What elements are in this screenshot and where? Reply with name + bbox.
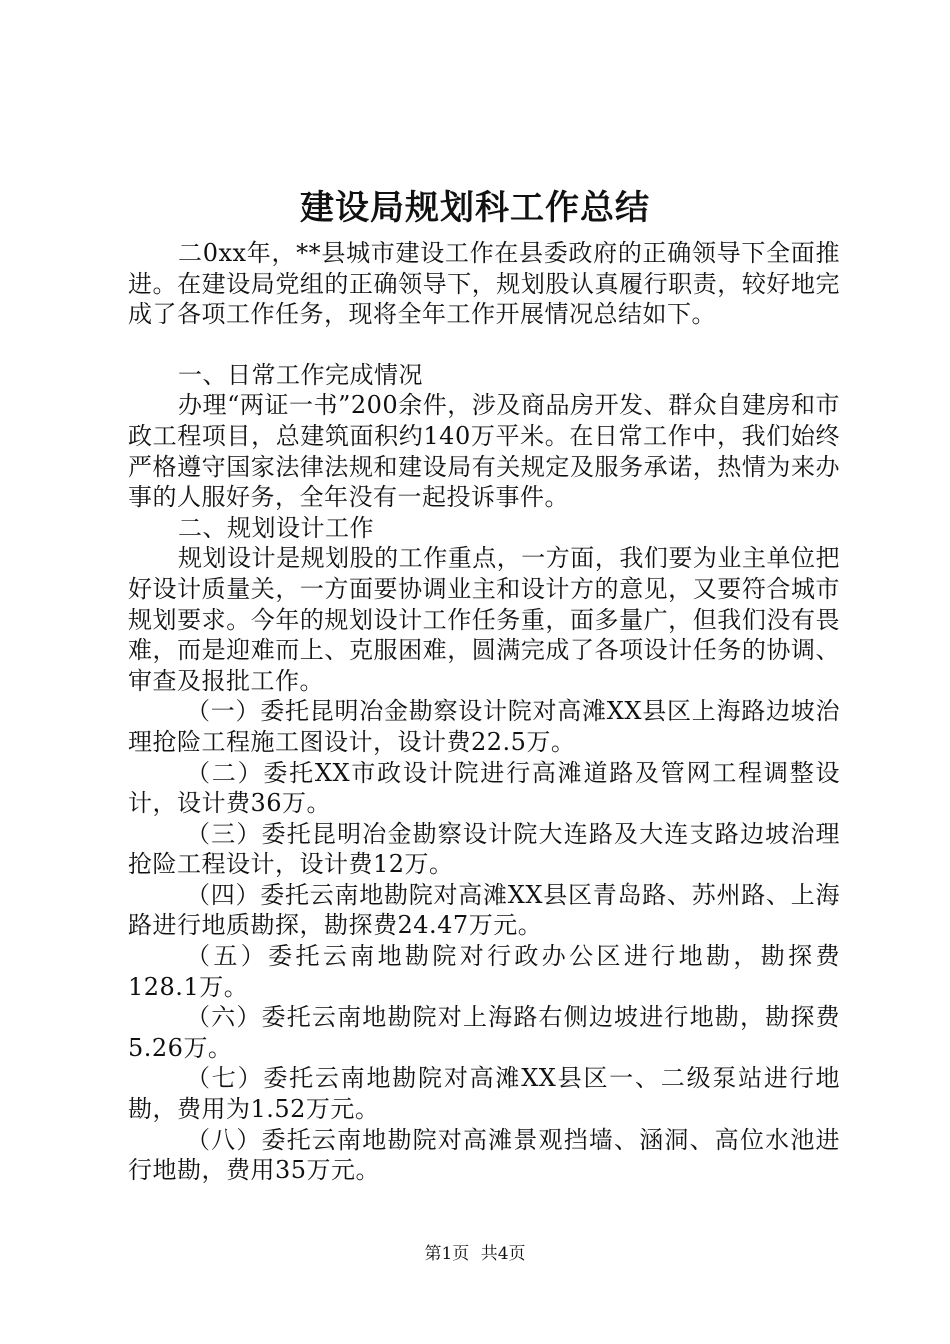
list-item: （一）委托昆明冶金勘察设计院对高滩XX县区上海路边坡治理抢险工程施工图设计，设计费22.5万。 [128, 697, 840, 756]
daily-work-paragraph: 办理“两证一书”200余件，涉及商品房开发、群众自建房和市政工程项目，总建筑面积约140万平米。在日常工作中，我们始终严格遵守国家法律法规和建设局有关规定及服务承诺，热情为来办事的人服好务，全年没有一起投诉事件。 [128, 391, 840, 512]
page-footer [0, 1242, 950, 1266]
page-number: 第1页 [424, 1244, 470, 1264]
planning-design-paragraph: 规划设计是规划股的工作重点，一方面，我们要为业主单位把好设计质量关，一方面要协调业主和设计方的意见，又要符合城市规划要求。今年的规划设计工作任务重，面多量广，但我们没有畏难，而是迎难而上、克服困难，圆满完成了各项设计任务的协调、审查及报批工作。 [128, 544, 840, 695]
intro-paragraph: 二0xx年，**县城市建设工作在县委政府的正确领导下全面推进。在建设局党组的正确领导下，规划股认真履行职责，较好地完成了各项工作任务，现将全年工作开展情况总结如下。 [128, 239, 840, 329]
list-item: （三）委托昆明冶金勘察设计院大连路及大连支路边坡治理抢险工程设计，设计费12万。 [128, 819, 840, 879]
list-item: （二）委托XX市政设计院进行高滩道路及管网工程调整设计，设计费36万。 [128, 758, 840, 818]
page-total: 共4页 [480, 1244, 526, 1264]
section-heading-planning-design: 二、规划设计工作 [178, 513, 374, 542]
list-item: （七）委托云南地勘院对高滩XX县区一、二级泵站进行地勘，费用为1.52万元。 [128, 1064, 840, 1124]
paragraph-gap [128, 330, 840, 360]
section-heading-daily-work: 一、日常工作完成情况 [178, 360, 423, 389]
list-item: （四）委托云南地勘院对高滩XX县区青岛路、苏州路、上海路进行地质勘探，勘探费24.47万元。 [128, 880, 840, 940]
list-item: （六）委托云南地勘院对上海路右侧边坡进行地勘，勘探费5.26万。 [128, 1003, 840, 1062]
document-body [128, 238, 840, 1186]
document-title: 建设局规划科工作总结 [300, 188, 650, 228]
list-item: （八）委托云南地勘院对高滩景观挡墙、涵洞、高位水池进行地勘，费用35万元。 [128, 1125, 840, 1185]
list-item: （五）委托云南地勘院对行政办公区进行地勘，勘探费128.1万。 [128, 942, 840, 1001]
